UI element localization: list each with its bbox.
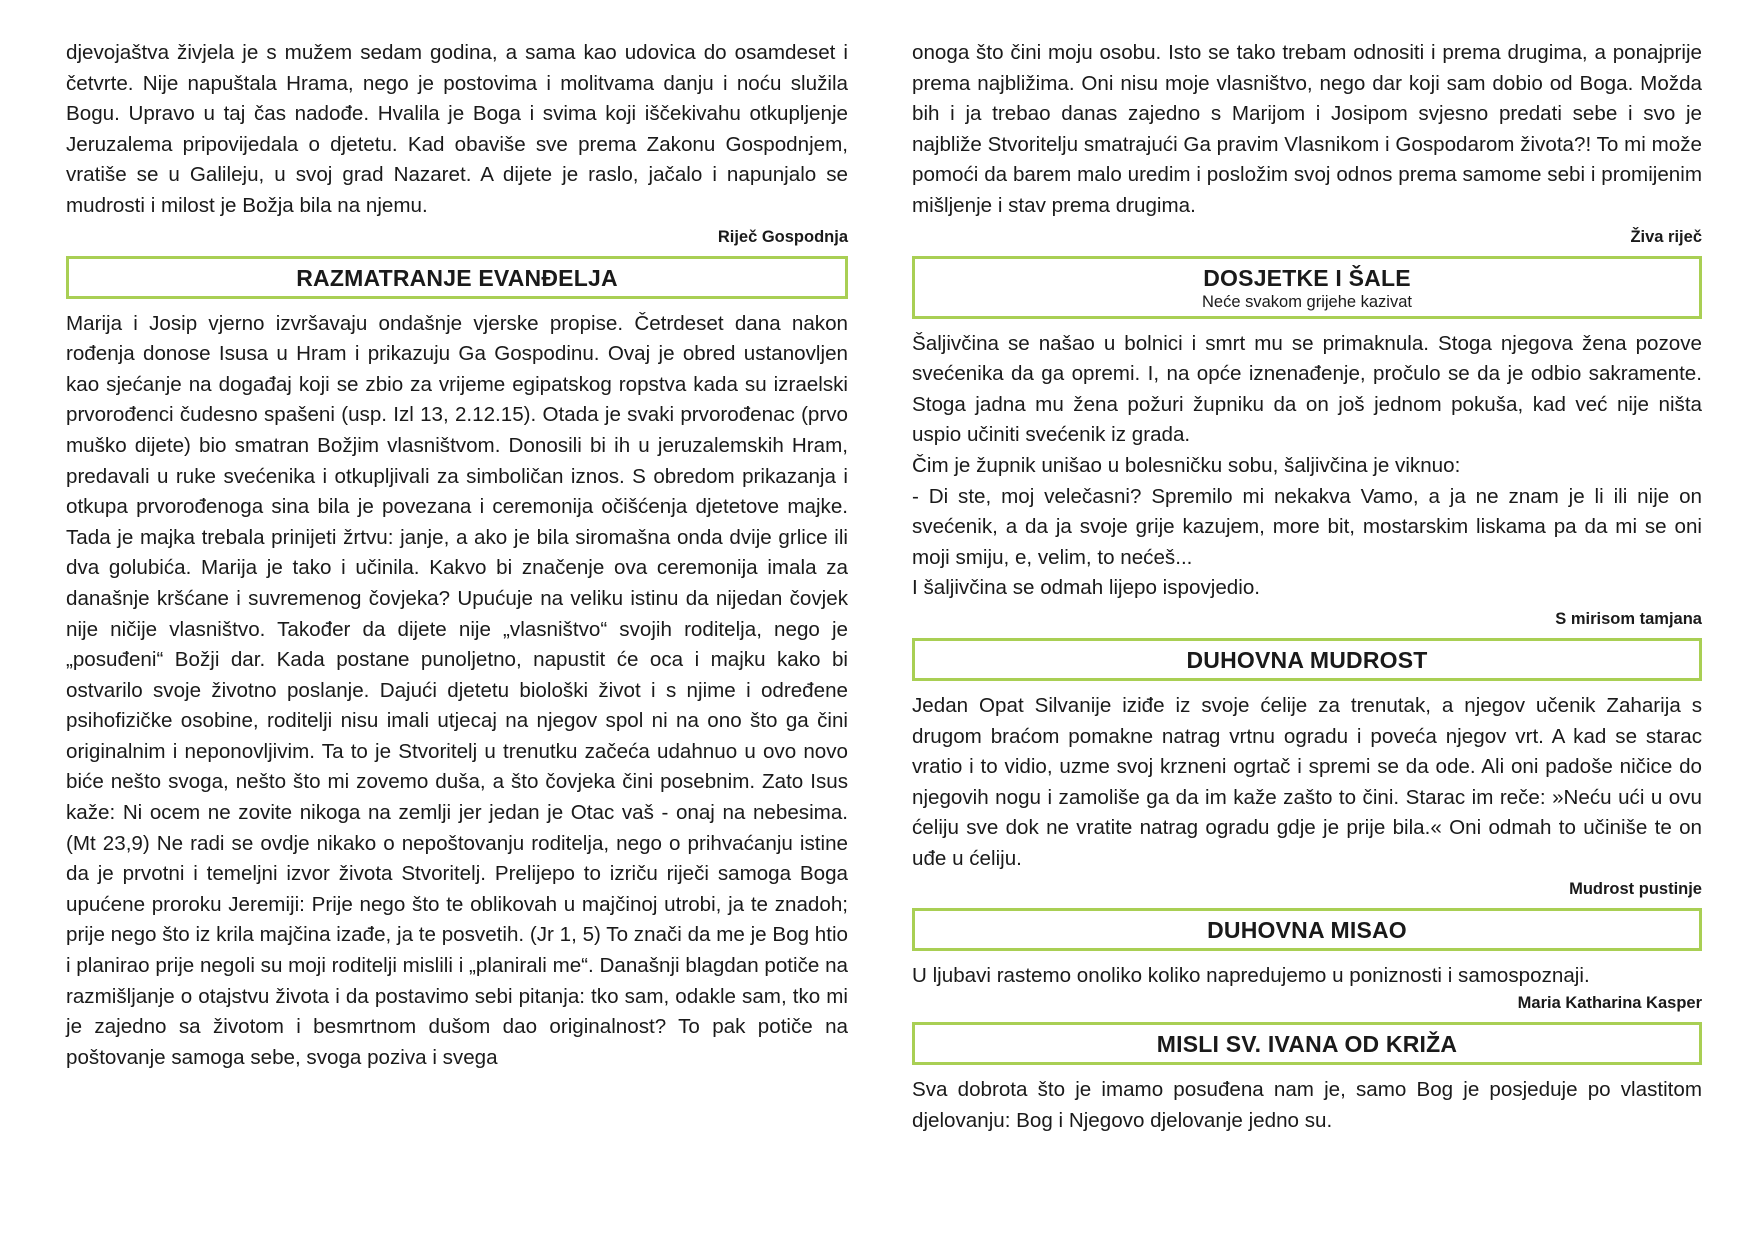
joke-line: - Di ste, moj velečasni? Spremilo mi nekakva Vamo, a ja ne znam je li ili nije on svećenik, a da ja svoje grije kazujem, more bit, mostarskim liskama pa da mi se oni moji smiju, e, velim, to nećeš...: [912, 484, 1702, 569]
thought-source: Maria Katharina Kasper: [1517, 994, 1702, 1013]
jokes-subtitle: Neće svakom grijehe kazivat: [1201, 292, 1412, 311]
left-column: [66, 38, 848, 1073]
wisdom-title: DUHOVNA MUDROST: [1186, 646, 1428, 673]
right-column: [912, 38, 1702, 1136]
section-header-jokes: [912, 256, 1702, 319]
reflection-text: Marija i Josip vjerno izvršavaju ondašnje vjerske propise. Četrdeset dana nakon rođenja donose Isusa u Hram i prikazuju Ga Gospodinu. Ovaj je obred ustanovljen kao sjećanje na događaj koji se zbio za vrijeme egipatskog ropstva kada su izraelski prvorođenci čudesno spašeni (usp. Izl 13, 2.12.15). Otada je svaki prvorođenac (prvo muško dijete) bio smatran Božjim vlasništvom. Donosili bi ih u jeruzalemskih Hram, predavali u ruke svećenika i otkupljivali za simboličan iznos. S obredom prikazanja i otkupa prvorođenoga sina bila je povezana i ceremonija očišćenja djetetove majke. Tada je majka trebala prinijeti žrtvu: janje, a ako je bila siromašna onda dvije grlice ili dva golubića. Marija je tako i učinila. Kakvo bi značenje ova ceremonija imala za današnje kršćane i suvremenog čovjeka? Upućuje na veliku istinu da nijedan čovjek nije ničije vlasništvo. Također da dijete nije „vlasništvo“ svojih roditelja, nego je „posuđeni“ Božji dar. Kada postane punoljetno, napustit će oca i majku kako bi ostvarilo svoje životno poslanje. Dajući djetetu biološki život i s njime i određene psihofizičke osobine, roditelji nisu imali utjecaj na njegov spol ni na ono što ga čini originalnim i neponovljivim. Ta to je Stvoritelj u trenutku začeća udahnuo u ovo novo biće nešto svoga, nešto što mi zovemo duša, a što čovjeka čini posebnim. Zato Isus kaže: Ni ocem ne zovite nikoga na zemlji jer jedan je Otac vaš - onaj na nebesima. (Mt 23,9) Ne radi se ovdje nikako o nepoštovanju roditelja, nego o prihvaćanju istine da je prvotni i temeljni izvor života Stvoritelj. Prelijepo to izriču riječi samoga Boga upućene proroku Jeremiji: Prije nego što te oblikovah u majčinoj utrobi, ja te znadoh; prije nego što iz krila majčina izađe, ja te posvetih. (Jr 1, 5) To znači da me je Bog htio i planirao prije negoli su moji roditelji mislili i „planirali me“. Današnji blagdan potiče na razmišljanje o otajstvu života i da postavimo sebi pitanja: tko sam, odakle sam, tko mi je zajedno sa životom i besmrtnom dušom dao originalnost? To pak potiče na poštovanje samoga sebe, svoga poziva i svega: [66, 311, 848, 1069]
john-title: MISLI SV. IVANA OD KRIŽA: [1156, 1031, 1458, 1058]
joke-line: Šaljivčina se našao u bolnici i smrt mu se primaknula. Stoga njegova žena pozove svećenika da ga opremi. I, na opće iznenađenje, pročulo se da je odbio sakramente. Stoga jadna mu žena požuri župniku da on još jednom pokuša, kad već nije ništa uspio učiniti svećenik iz grada.: [912, 331, 1702, 447]
gospel-source: Riječ Gospodnja: [717, 227, 848, 246]
section-header-razmatranje: [66, 256, 848, 299]
reflection-source: Živa riječ: [1630, 227, 1702, 246]
thought-text: U ljubavi rastemo onoliko koliko napredujemo u poniznosti i samospoznaji.: [912, 964, 1590, 988]
gospel-text: djevojaštva živjela je s mužem sedam godina, a sama kao udovica do osamdeset i četvrte. Nije napuštala Hrama, nego je postovima i molitvama danju i noću služila Bogu. Upravo u taj čas nadođe. Hvalila je Boga i svima koji iščekivahu otkupljenje Jeruzalema pripovijedala o djetetu. Kad obaviše sve prema Zakonu Gospodnjem, vratiše se u Galileju, u svoj grad Nazaret. A dijete je raslo, jačalo i napunjalo se mudrosti i milost je Božja bila na njemu.: [66, 41, 848, 217]
thought-title: DUHOVNA MISAO: [1207, 917, 1407, 944]
jokes-source: S mirisom tamjana: [1555, 609, 1702, 628]
section-header-john: [912, 1022, 1702, 1065]
joke-line: Čim je župnik unišao u bolesničku sobu, šaljivčina je viknuo:: [912, 453, 1461, 477]
john-text: Sva dobrota što je imamo posuđena nam je, samo Bog je posjeduje po vlastitom djelovanju: Bog i Njegovo djelovanje jedno su.: [912, 1078, 1702, 1132]
jokes-title: DOSJETKE I ŠALE: [1203, 264, 1411, 291]
wisdom-text: Jedan Opat Silvanije iziđe iz svoje ćelije za trenutak, a njegov učenik Zaharija s drugom braćom pomakne natrag vrtnu ogradu i poveća njegov vrt. A kad se starac vratio i to vidio, uzme svoj krzneni ogrtač i spremi se da ode. Ali oni padoše ničice do njegovih nogu i zamoliše ga da im kaže zašto to čini. Starac im reče: »Neću ući u ovu ćeliju sve dok ne vratite natrag ogradu gdje je prije bila.« Oni odmah to učiniše te on uđe u ćeliju.: [912, 693, 1702, 870]
wisdom-source: Mudrost pustinje: [1569, 880, 1702, 899]
section-header-thought: [912, 908, 1702, 951]
reflection-continuation: onoga što čini moju osobu. Isto se tako trebam odnositi i prema drugima, a ponajprije prema najbližima. Oni nisu moje vlasništvo, nego dar koji sam dobio od Boga. Možda bih i ja trebao danas zajedno s Marijom i Josipom svjesno predati sebe i svo je najbliže Stvoritelju smatrajući Ga pravim Vlasnikom i Gospodarom života?! To mi može pomoći da barem malo uredim i posložim svoj odnos prema samome sebi i promijenim mišljenje i stav prema drugima.: [912, 41, 1702, 217]
section-title: RAZMATRANJE EVANĐELJA: [296, 264, 618, 291]
joke-line: I šaljivčina se odmah lijepo ispovjedio.: [912, 576, 1260, 600]
section-header-wisdom: [912, 638, 1702, 681]
